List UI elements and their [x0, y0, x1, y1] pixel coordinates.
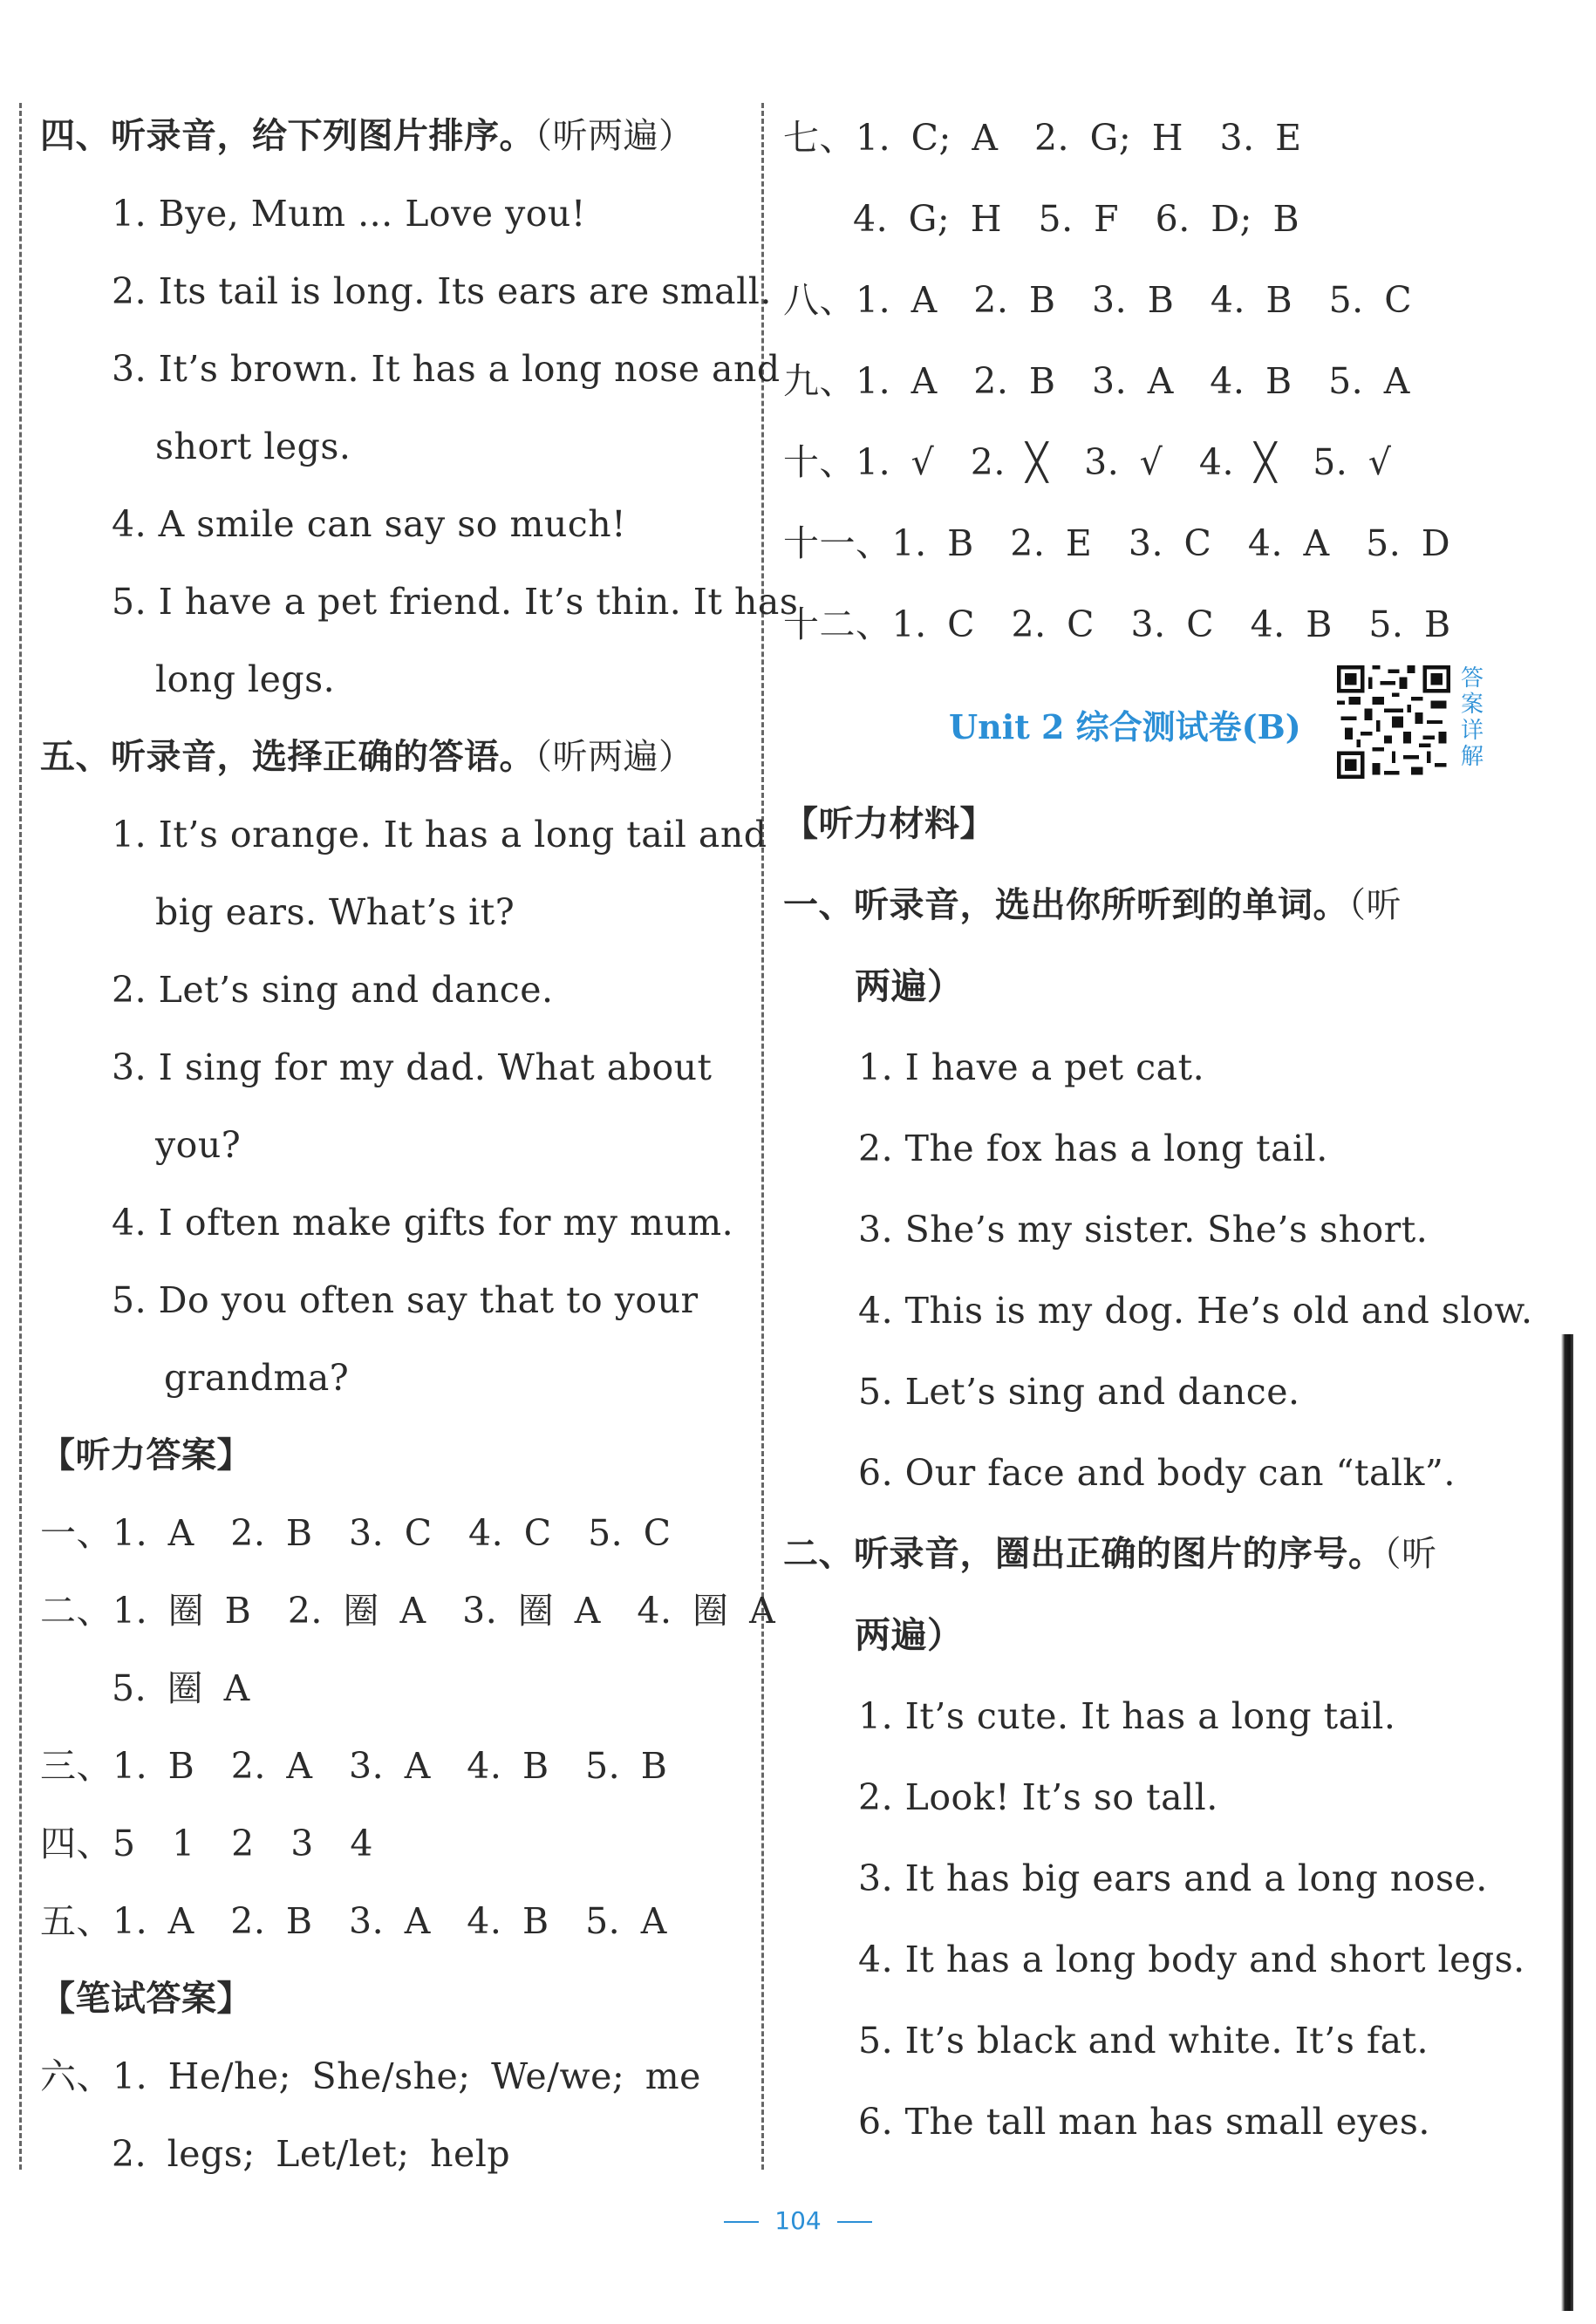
list-item: 1. Bye, Mum ... Love you!	[112, 193, 586, 235]
section-1-title-continued: 两遍）	[855, 965, 964, 1007]
answer-line: 五、1. A 2. B 3. A 4. B 5. A	[40, 1900, 667, 1942]
binding-edge-shadow	[1561, 1334, 1573, 2311]
list-item: 4. I often make gifts for my mum.	[112, 1202, 734, 1244]
answer-line: 十一、1. B 2. E 3. C 4. A 5. D	[783, 522, 1451, 564]
list-item: 2. Let’s sing and dance.	[112, 969, 554, 1011]
answer-line: 二、1. 圈 B 2. 圈 A 3. 圈 A 4. 圈 A	[40, 1590, 776, 1632]
right-column	[783, 98, 1533, 2163]
listening-answers-heading: 【听力答案】	[40, 1435, 252, 1476]
answer-line: 十、1. √ 2. ╳ 3. √ 4. ╳ 5. √	[783, 441, 1392, 483]
list-item: 6. The tall man has small eyes.	[858, 2101, 1430, 2143]
list-item: 5. It’s black and white. It’s fat.	[858, 2020, 1429, 2062]
list-item-continued: big ears. What’s it?	[155, 891, 515, 933]
answer-line-continued: 5. 圈 A	[112, 1667, 250, 1709]
answer-line: 四、5 1 2 3 4	[40, 1823, 373, 1864]
list-item: 5. I have a pet friend. It’s thin. It has	[112, 581, 799, 623]
list-item-continued: you?	[155, 1124, 242, 1166]
list-item: 3. It has big ears and a long nose.	[858, 1857, 1488, 1899]
list-item: 3. She’s my sister. She’s short.	[858, 1209, 1429, 1251]
footer-rule-left	[724, 2221, 759, 2223]
section-4-title: 四、听录音，给下列图片排序。（听两遍）	[40, 116, 694, 156]
answer-line: 八、1. A 2. B 3. B 4. B 5. C	[783, 279, 1413, 321]
listening-materials-heading: 【听力材料】	[783, 804, 995, 844]
written-answers-heading: 【笔试答案】	[40, 1979, 252, 2019]
list-item: 2. Its tail is long. Its ears are small.	[112, 270, 772, 312]
section-2-title: 二、听录音，圈出正确的图片的序号。（听	[783, 1534, 1437, 1574]
list-item-continued: grandma?	[164, 1357, 350, 1399]
list-item: 4. This is my dog. He’s old and slow.	[858, 1290, 1533, 1332]
unit-header	[783, 665, 1490, 784]
list-item: 1. It’s cute. It has a long tail.	[858, 1695, 1396, 1737]
list-item: 5. Let’s sing and dance.	[858, 1371, 1300, 1413]
qr-code-icon[interactable]	[1337, 665, 1450, 779]
list-item-continued: long legs.	[155, 658, 336, 700]
section-2-title-continued: 两遍）	[855, 1614, 964, 1656]
answer-line-continued: 4. G; H 5. F 6. D; B	[853, 198, 1300, 240]
list-item: 1. It’s orange. It has a long tail and	[112, 814, 767, 855]
section-5-title: 五、听录音，选择正确的答语。（听两遍）	[40, 737, 694, 777]
answer-line: 七、1. C; A 2. G; H 3. E	[783, 117, 1302, 159]
footer-rule-right	[837, 2221, 872, 2223]
left-column	[40, 98, 799, 2193]
answer-line: 六、1. He/he; She/she; We/we; me	[40, 2055, 701, 2097]
answer-line: 九、1. A 2. B 3. A 4. B 5. A	[783, 360, 1410, 402]
list-item: 3. I sing for my dad. What about	[112, 1046, 713, 1088]
center-divider	[761, 103, 764, 2170]
page-number: 104	[774, 2206, 822, 2235]
list-item: 3. It’s brown. It has a long nose and	[112, 348, 781, 390]
unit-title: Unit 2 综合测试卷(B)	[949, 707, 1301, 746]
list-item: 2. Look! It’s so tall.	[858, 1776, 1218, 1818]
answer-line: 一、1. A 2. B 3. C 4. C 5. C	[40, 1512, 672, 1554]
left-margin-divider	[19, 103, 22, 2170]
section-1-title: 一、听录音，选出你所听到的单词。（听	[783, 885, 1402, 925]
list-item: 2. The fox has a long tail.	[858, 1128, 1328, 1169]
answer-line: 十二、1. C 2. C 3. C 4. B 5. B	[783, 603, 1451, 645]
answer-line-continued: 2. legs; Let/let; help	[112, 2133, 511, 2175]
list-item: 4. A smile can say so much!	[112, 503, 627, 545]
list-item: 1. I have a pet cat.	[858, 1046, 1205, 1088]
list-item: 4. It has a long body and short legs.	[858, 1939, 1525, 1980]
answer-line: 三、1. B 2. A 3. A 4. B 5. B	[40, 1745, 668, 1787]
list-item: 6. Our face and body can “talk”.	[858, 1452, 1456, 1494]
list-item: 5. Do you often say that to your	[112, 1279, 699, 1321]
page-footer	[0, 2206, 1596, 2235]
list-item-continued: short legs.	[155, 426, 351, 467]
answer-detail-label: 答 案 详 解	[1460, 665, 1483, 770]
